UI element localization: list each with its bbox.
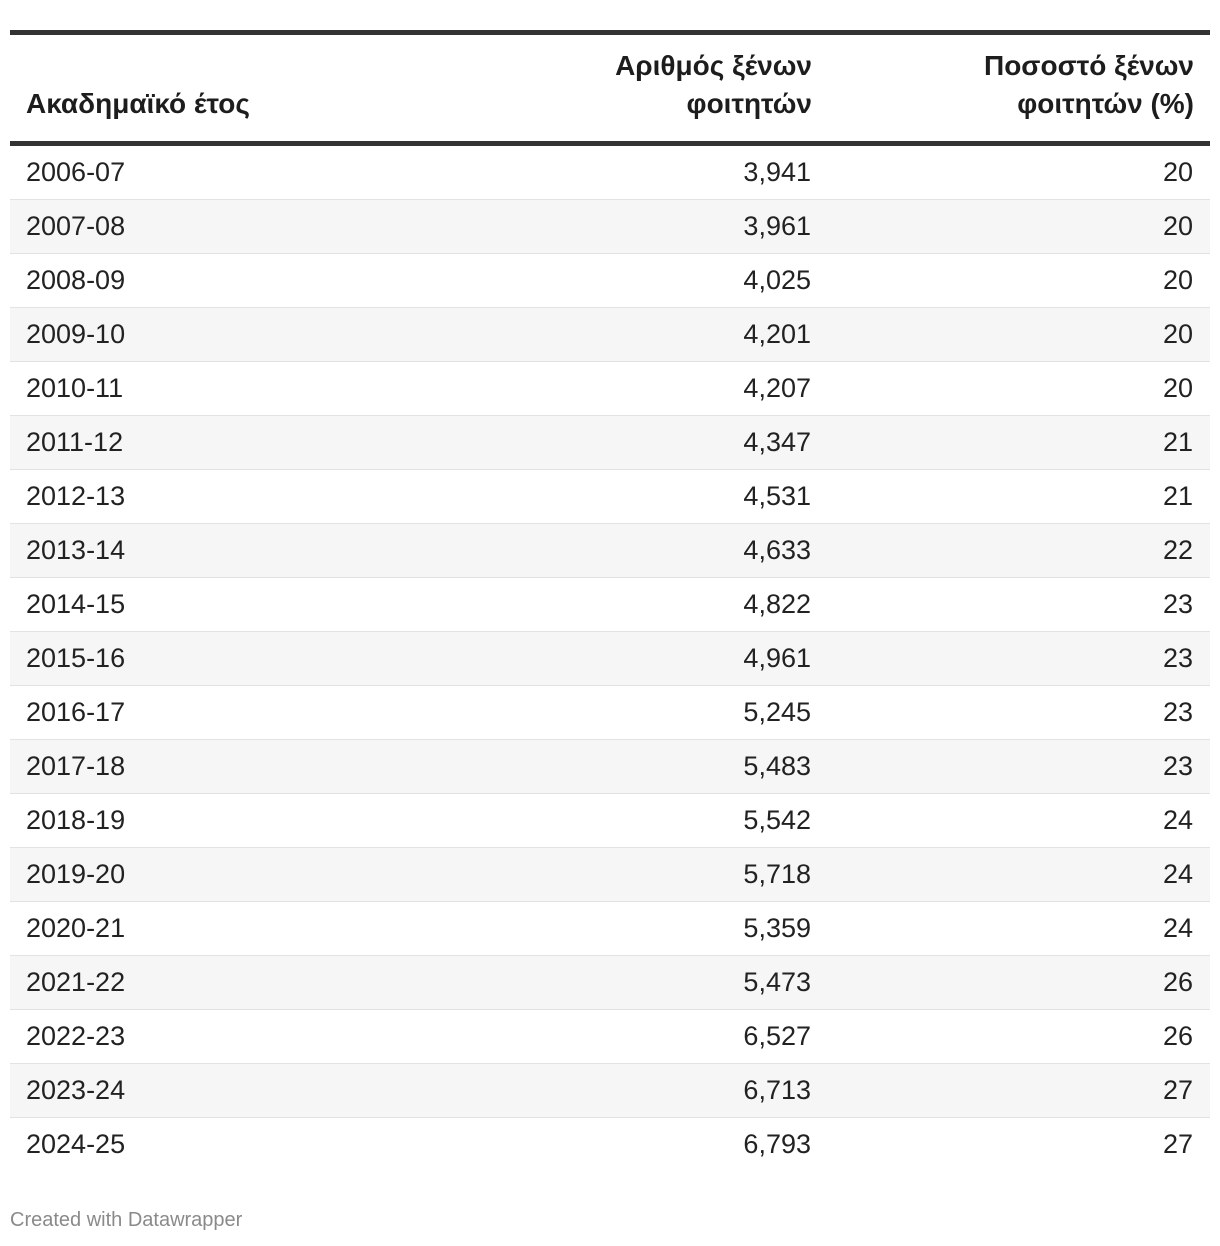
- header-count: Αριθμός ξένων φοιτητών: [615, 50, 812, 119]
- cell-percent: 20: [1162, 373, 1193, 403]
- table-row: [10, 902, 1210, 956]
- cell-year: 2014-15: [26, 589, 126, 619]
- cell-percent: 20: [1162, 211, 1193, 241]
- cell-year: 2019-20: [26, 859, 126, 889]
- cell-count: 5,718: [743, 859, 811, 889]
- table-row: [10, 848, 1210, 902]
- cell-year: 2022-23: [26, 1021, 126, 1051]
- cell-percent: 22: [1162, 535, 1193, 565]
- table-row: [10, 1064, 1210, 1118]
- cell-year: 2016-17: [26, 697, 126, 727]
- cell-percent: 26: [1162, 967, 1193, 997]
- cell-percent: 26: [1162, 1021, 1193, 1051]
- cell-count: 5,542: [743, 805, 811, 835]
- cell-year: 2007-08: [26, 211, 126, 241]
- cell-count: 4,633: [743, 535, 811, 565]
- cell-count: 4,822: [743, 589, 811, 619]
- cell-percent: 21: [1162, 427, 1193, 457]
- table-row: [10, 470, 1210, 524]
- cell-count: 3,961: [743, 211, 811, 241]
- cell-count: 4,201: [743, 319, 811, 349]
- cell-year: 2023-24: [26, 1075, 126, 1105]
- cell-year: 2024-25: [26, 1129, 126, 1159]
- cell-percent: 23: [1162, 643, 1193, 673]
- cell-count: 5,473: [743, 967, 811, 997]
- cell-count: 4,347: [743, 427, 811, 457]
- cell-year: 2010-11: [26, 373, 124, 403]
- table-row: [10, 200, 1210, 254]
- table-row: [10, 740, 1210, 794]
- table-row: [10, 1010, 1210, 1064]
- cell-year: 2012-13: [26, 481, 126, 511]
- cell-count: 6,527: [743, 1021, 811, 1051]
- cell-count: 4,961: [743, 643, 811, 673]
- credit-text[interactable]: Created with Datawrapper: [10, 1209, 243, 1231]
- header-percent: Ποσοστό ξένων φοιτητών (%): [983, 50, 1194, 119]
- table-row: [10, 308, 1210, 362]
- cell-year: 2020-21: [26, 913, 126, 943]
- cell-year: 2017-18: [26, 751, 126, 781]
- table-row: [10, 578, 1210, 632]
- cell-year: 2006-07: [26, 157, 126, 187]
- cell-percent: 20: [1162, 157, 1193, 187]
- table-row: [10, 956, 1210, 1010]
- table-header: [10, 35, 1210, 146]
- table-row: [10, 254, 1210, 308]
- cell-percent: 23: [1162, 589, 1193, 619]
- cell-percent: 27: [1162, 1075, 1193, 1105]
- cell-percent: 24: [1162, 859, 1193, 889]
- table-row: [10, 146, 1210, 200]
- table-row: [10, 416, 1210, 470]
- cell-percent: 20: [1162, 265, 1193, 295]
- cell-count: 4,207: [743, 373, 811, 403]
- cell-year: 2013-14: [26, 535, 126, 565]
- table-row: [10, 362, 1210, 416]
- cell-year: 2015-16: [26, 643, 126, 673]
- cell-percent: 20: [1162, 319, 1193, 349]
- cell-count: 5,245: [743, 697, 811, 727]
- cell-year: 2011-12: [26, 427, 124, 457]
- table-row: [10, 1118, 1210, 1171]
- cell-percent: 21: [1162, 481, 1193, 511]
- table-row: [10, 632, 1210, 686]
- header-year: Ακαδημαϊκό έτος: [26, 88, 250, 119]
- cell-year: 2021-22: [26, 967, 126, 997]
- cell-count: 4,025: [743, 265, 811, 295]
- cell-year: 2009-10: [26, 319, 126, 349]
- table-row: [10, 524, 1210, 578]
- cell-count: 6,793: [743, 1129, 811, 1159]
- cell-count: 5,483: [743, 751, 811, 781]
- table-body: [10, 146, 1210, 1171]
- cell-percent: 24: [1162, 913, 1193, 943]
- cell-count: 3,941: [743, 157, 811, 187]
- cell-percent: 23: [1162, 751, 1193, 781]
- table-row: [10, 686, 1210, 740]
- cell-count: 4,531: [743, 481, 811, 511]
- cell-count: 6,713: [743, 1075, 811, 1105]
- data-table: [10, 30, 1210, 1171]
- cell-percent: 23: [1162, 697, 1193, 727]
- cell-year: 2008-09: [26, 265, 126, 295]
- table-row: [10, 794, 1210, 848]
- cell-percent: 27: [1162, 1129, 1193, 1159]
- cell-count: 5,359: [743, 913, 811, 943]
- cell-year: 2018-19: [26, 805, 126, 835]
- cell-percent: 24: [1162, 805, 1193, 835]
